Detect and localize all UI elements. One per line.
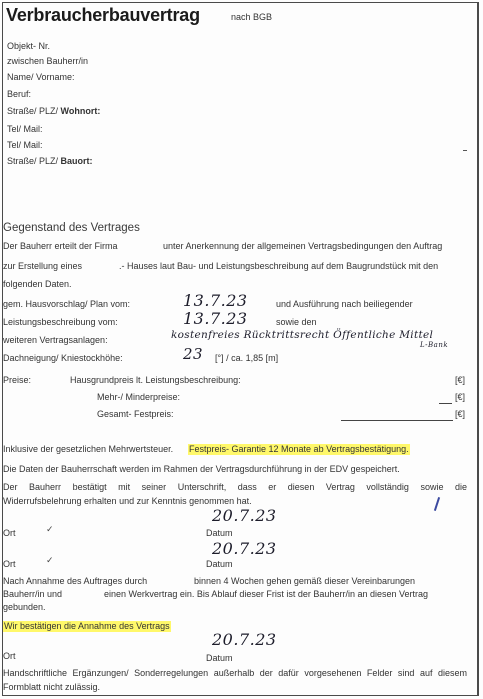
annahme-line1b: binnen 4 Wochen gehen gemäß dieser Vereinbarungen xyxy=(194,576,415,586)
preise-label: Preise: xyxy=(3,375,32,385)
vertragsanlagen-label: weiteren Vertragsanlagen: xyxy=(3,335,108,345)
name-label: Name/ Vorname: xyxy=(7,72,75,82)
leistungsbeschreibung-label: Leistungsbeschreibung vom: xyxy=(3,317,118,327)
gegenstand-line2a: zur Erstellung eines xyxy=(3,261,83,271)
bauort-text: Bauort: xyxy=(60,156,93,166)
gegenstand-line3: folgenden Daten. xyxy=(3,279,72,289)
signature2-ort-label: Ort xyxy=(3,559,16,569)
mwst-clause: Inklusive der gesetzlichen Mehrwertsteuer. xyxy=(3,444,174,454)
dachneigung-label: Dachneigung/ Kniestockhöhe: xyxy=(3,353,123,363)
gesamtpreis-line xyxy=(341,420,453,421)
ausfuehrung-text: und Ausführung nach beiliegender xyxy=(276,299,413,309)
tel-mail-label-2: Tel/ Mail: xyxy=(7,140,43,150)
gesamtpreis-label: Gesamt- Festpreis: xyxy=(97,409,174,419)
widerruf-clause-1: Der Bauherr bestätigt mit seiner Unterschrift, dass er diesen Vertrag vollständig sowie die xyxy=(3,482,467,492)
annahme-line2b: einen Werkvertrag ein. Bis Ablauf dieser Frist ist der Bauherr/in an diesen Vertrag xyxy=(104,589,428,599)
checkmark-icon: ✓ xyxy=(46,524,54,534)
hausvorschlag-label: gem. Hausvorschlag/ Plan vom: xyxy=(3,299,131,309)
annahme-line2a: Bauherr/in und xyxy=(3,589,63,599)
annahme-ort-label: Ort xyxy=(3,651,16,661)
signature1-datum-label: Datum xyxy=(206,528,233,538)
scan-mark xyxy=(463,150,467,151)
signature1-ort-label: Ort xyxy=(3,528,16,538)
checkmark-icon: ✓ xyxy=(46,555,54,565)
annahme-line1a: Nach Annahme des Auftrages durch xyxy=(3,576,148,586)
section-heading-gegenstand: Gegenstand des Vertrages xyxy=(3,222,140,234)
annahme-date-handwritten: 20.7.23 xyxy=(212,630,277,649)
strasse-plz-text: Straße/ PLZ/ xyxy=(7,156,59,166)
signature2-datum-label: Datum xyxy=(206,559,233,569)
mehrpreise-label: Mehr-/ Minderpreise: xyxy=(97,392,181,402)
wohnort-text: Wohnort: xyxy=(60,106,101,116)
hausgrundpreis-label: Hausgrundpreis lt. Leistungsbeschreibung: xyxy=(70,375,241,385)
objekt-nr-label: Objekt- Nr. xyxy=(7,41,51,51)
festpreis-highlight: Festpreis- Garantie 12 Monate ab Vertragsbestätigung. xyxy=(189,444,409,454)
edv-clause: Die Daten der Bauherrschaft werden im Rahmen der Vertragsdurchführung in der EDV gespeichert. xyxy=(3,464,400,474)
annahme-line3: gebunden. xyxy=(3,602,46,612)
document-title: Verbraucherbauvertrag xyxy=(6,5,200,25)
gegenstand-line2b: .- Hauses laut Bau- und Leistungsbeschreibung auf dem Baugrundstück mit den xyxy=(119,261,439,271)
mehrpreise-unit: [€] xyxy=(455,392,466,402)
tel-mail-label-1: Tel/ Mail: xyxy=(7,124,43,134)
strasse-plz-text: Straße/ PLZ/ xyxy=(7,106,59,116)
zwischen-bauherr-label: zwischen Bauherr/in xyxy=(7,56,89,66)
footer-line1: Handschriftliche Ergänzungen/ Sonderregelungen außerhalb der dafür vorgesehenen Felder sind auf diesem xyxy=(3,668,467,678)
gegenstand-line1b: unter Anerkennung der allgemeinen Vertragsbedingungen den Auftrag xyxy=(163,241,443,251)
signature1-date-handwritten: 20.7.23 xyxy=(212,506,277,525)
hausgrundpreis-unit: [€] xyxy=(455,375,466,385)
mehrpreise-line xyxy=(439,403,452,404)
document-subtitle: nach BGB xyxy=(231,12,273,22)
widerruf-clause-2: Widerrufsbelehrung erhalten und zur Kenntnis genommen hat. xyxy=(3,496,252,506)
gesamtpreis-unit: [€] xyxy=(455,409,466,419)
strasse-bauort-label xyxy=(7,156,93,167)
sowie-den-text: sowie den xyxy=(276,317,317,327)
annahme-confirm-highlight: Wir bestätigen die Annahme des Vertrags xyxy=(4,621,170,631)
lbank-handwritten: L-Bank xyxy=(420,341,449,349)
annahme-datum-label: Datum xyxy=(206,653,233,663)
footer-line2: Formblatt nicht zulässig. xyxy=(3,682,101,692)
vertragsanlagen-handwritten: kostenfreies Rücktrittsrecht Öffentliche Mittel xyxy=(171,329,434,341)
strasse-wohnort-label xyxy=(7,106,100,117)
kniestock-handwritten: [°] / ca. 1,85 [m] xyxy=(215,353,279,363)
beruf-label: Beruf: xyxy=(7,89,32,99)
signature2-date-handwritten: 20.7.23 xyxy=(212,539,277,558)
leistungsbeschreibung-date-handwritten: 13.7.23 xyxy=(183,309,248,328)
hausvorschlag-date-handwritten: 13.7.23 xyxy=(183,291,248,310)
gegenstand-line1a: Der Bauherr erteilt der Firma xyxy=(3,241,118,251)
dachneigung-handwritten: 23 xyxy=(183,345,204,363)
